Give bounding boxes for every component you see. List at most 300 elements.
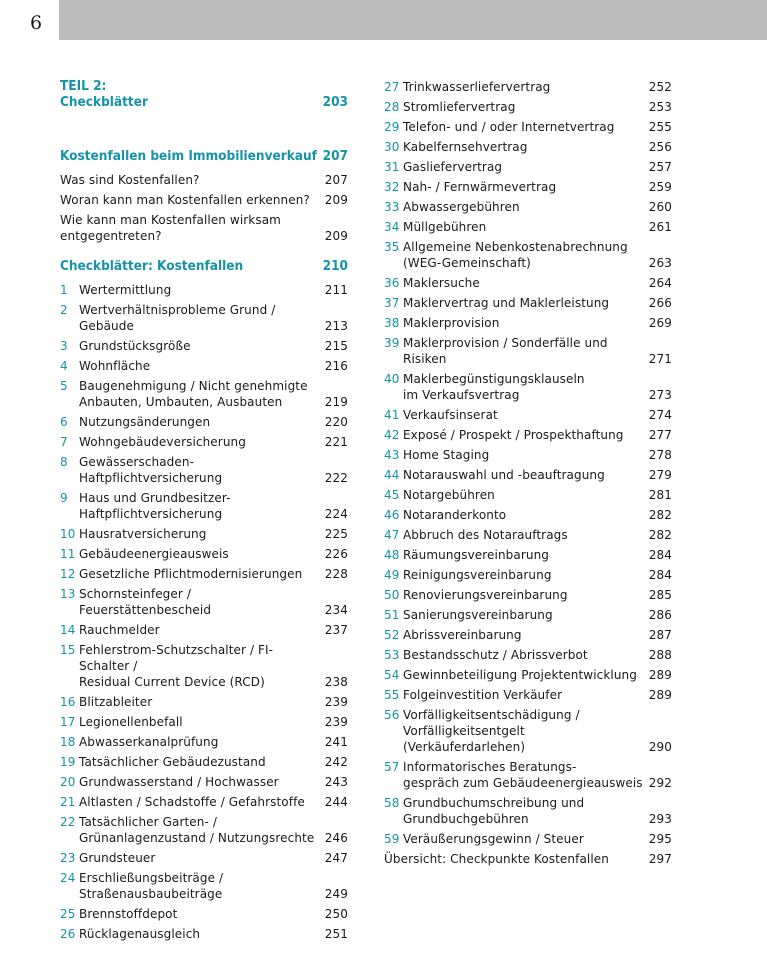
toc-entry[interactable] xyxy=(60,694,348,710)
entry-title-line-2: Haftpflichtversicherung xyxy=(79,507,223,521)
entry-title-line-2: im Verkaufsvertrag xyxy=(403,388,520,402)
entry-title xyxy=(403,315,645,331)
entry-title xyxy=(79,906,321,922)
entry-title-line: Vorfälligkeitsentschädigung / xyxy=(403,708,580,722)
entry-title xyxy=(60,172,200,188)
toc-entry[interactable] xyxy=(60,434,348,450)
entry-title-line: Notarauswahl und -beauftragung xyxy=(403,468,605,482)
entry-page: 215 xyxy=(324,339,348,353)
entry-title-line: Gasliefervertrag xyxy=(403,160,503,174)
toc-entry[interactable] xyxy=(60,282,348,298)
entry-title-line: Abrissvereinbarung xyxy=(403,628,522,642)
entry-title-line: Rauchmelder xyxy=(79,623,160,637)
entry-number: 34 xyxy=(384,220,400,234)
entry-title-line-2: (WEG-Gemeinschaft) xyxy=(403,256,531,270)
entry-number: 49 xyxy=(384,568,400,582)
question-entry[interactable] xyxy=(60,172,348,188)
toc-entry[interactable] xyxy=(384,119,672,135)
entry-number: 3 xyxy=(60,339,68,353)
toc-entry[interactable] xyxy=(384,139,672,155)
entry-title-line: Maklersuche xyxy=(403,276,480,290)
entry-number: 10 xyxy=(60,527,76,541)
entry-number: 24 xyxy=(60,871,76,885)
entry-number: 4 xyxy=(60,359,68,373)
entry-number: 36 xyxy=(384,276,400,290)
entry-title-line: Telefon- und / oder Internetvertrag xyxy=(403,120,615,134)
entry-number: 18 xyxy=(60,735,76,749)
entry-title-line: Baugenehmigung / Nicht genehmigte xyxy=(79,379,308,393)
entry-page: 274 xyxy=(648,408,672,422)
toc-entry[interactable] xyxy=(384,99,672,115)
toc-entry[interactable] xyxy=(384,527,672,543)
overview-entry[interactable] xyxy=(384,851,672,867)
entry-title xyxy=(79,566,321,582)
entry-title-line: Wohngebäudeversicherung xyxy=(79,435,246,449)
entry-title-line: Wie kann man Kostenfallen wirksam xyxy=(60,213,281,227)
entry-title xyxy=(79,642,321,690)
entry-title xyxy=(79,694,321,710)
entry-title-line: Nutzungsänderungen xyxy=(79,415,211,429)
entry-title xyxy=(403,119,645,135)
entry-page: 264 xyxy=(648,276,672,290)
part-heading xyxy=(60,78,348,110)
part-label: TEIL 2: xyxy=(60,78,107,94)
entry-page: 293 xyxy=(648,812,672,826)
toc-entry[interactable] xyxy=(384,239,672,271)
entry-title-line: Exposé / Prospekt / Prospekthaftung xyxy=(403,428,624,442)
entry-title xyxy=(403,79,645,95)
entry-title-line: Maklerprovision / Sonderfälle und Risiken xyxy=(403,336,608,366)
entry-page: 286 xyxy=(648,608,672,622)
entry-title xyxy=(60,212,281,244)
entry-title xyxy=(403,687,645,703)
entry-page: 216 xyxy=(324,359,348,373)
entry-number: 57 xyxy=(384,760,400,774)
entry-title xyxy=(79,338,321,354)
entry-page: 226 xyxy=(324,547,348,561)
toc-entry[interactable] xyxy=(384,427,672,443)
toc-entry[interactable] xyxy=(60,754,348,770)
entry-number: 29 xyxy=(384,120,400,134)
entry-title-line: Gewinnbeteiligung Projektentwicklung xyxy=(403,668,637,682)
part-page: 203 xyxy=(322,94,348,110)
entry-title xyxy=(403,427,645,443)
entry-number: 43 xyxy=(384,448,400,462)
toc-entry[interactable] xyxy=(384,315,672,331)
entry-title-line: Allgemeine Nebenkostenabrechnung xyxy=(403,240,628,254)
entry-number: 44 xyxy=(384,468,400,482)
entry-number: 12 xyxy=(60,567,76,581)
toc-entry[interactable] xyxy=(384,647,672,663)
toc-entry[interactable] xyxy=(384,759,672,791)
toc-entry[interactable] xyxy=(384,179,672,195)
entry-title xyxy=(79,378,321,410)
entry-title xyxy=(403,527,645,543)
entry-title xyxy=(403,547,645,563)
entry-number: 41 xyxy=(384,408,400,422)
entry-page: 225 xyxy=(324,527,348,541)
part-title[interactable]: Checkblätter xyxy=(60,94,148,110)
toc-entry[interactable] xyxy=(384,667,672,683)
entry-title-line: Schornsteinfeger / Feuerstättenbescheid xyxy=(79,587,212,617)
entry-number: 13 xyxy=(60,587,76,601)
entry-page: 263 xyxy=(648,256,672,270)
entry-page: 295 xyxy=(648,832,672,846)
entry-title-line: Nah- / Fernwärmevertrag xyxy=(403,180,557,194)
entry-number: 17 xyxy=(60,715,76,729)
toc-entry[interactable] xyxy=(384,627,672,643)
toc-entry[interactable] xyxy=(60,734,348,750)
entry-number: 48 xyxy=(384,548,400,562)
entry-title-line: Grundwasserstand / Hochwasser xyxy=(79,775,279,789)
entry-title xyxy=(79,546,321,562)
entry-number: 15 xyxy=(60,643,76,657)
entry-title xyxy=(79,754,321,770)
toc-entry[interactable] xyxy=(60,906,348,922)
entry-title xyxy=(60,192,310,208)
entry-page: 282 xyxy=(648,528,672,542)
entry-title xyxy=(403,275,645,291)
entry-page: 219 xyxy=(324,395,348,409)
entry-title-line-2: gespräch zum Gebäudeenergieausweis xyxy=(403,776,643,790)
entry-title xyxy=(403,795,645,827)
section-page: 210 xyxy=(322,258,348,274)
entry-title-line: Gewässerschaden-Haftpflichtversicherung xyxy=(79,455,223,485)
toc-entry[interactable] xyxy=(60,378,348,410)
section-heading-kostenfallen[interactable] xyxy=(60,148,348,164)
toc-entry[interactable] xyxy=(60,302,348,334)
entry-title xyxy=(403,707,645,755)
toc-entry[interactable] xyxy=(384,295,672,311)
entry-number: 23 xyxy=(60,851,76,865)
entry-page: 242 xyxy=(324,755,348,769)
entry-title-line: Maklervertrag und Maklerleistung xyxy=(403,296,610,310)
entry-title xyxy=(79,734,321,750)
toc-entry[interactable] xyxy=(384,687,672,703)
entry-title xyxy=(79,282,321,298)
toc-entry[interactable] xyxy=(60,490,348,522)
entry-page: 256 xyxy=(648,140,672,154)
entry-page: 234 xyxy=(324,603,348,617)
entry-title-line: Tatsächlicher Gebäudezustand xyxy=(79,755,266,769)
entry-number: 27 xyxy=(384,80,400,94)
entry-page: 222 xyxy=(324,471,348,485)
entry-title xyxy=(403,199,645,215)
toc-entry[interactable] xyxy=(384,547,672,563)
entry-number: 39 xyxy=(384,336,400,350)
entry-page: 207 xyxy=(324,173,348,187)
question-list xyxy=(60,172,348,244)
entry-page: 266 xyxy=(648,296,672,310)
entry-title-line: Erschließungsbeiträge / xyxy=(79,871,224,885)
entry-title-line-2: Straßenausbaubeiträge xyxy=(79,887,223,901)
toc-entry[interactable] xyxy=(384,447,672,463)
toc-entry[interactable] xyxy=(384,587,672,603)
toc-entry[interactable] xyxy=(60,814,348,846)
entry-page: 290 xyxy=(648,740,672,754)
entry-number: 16 xyxy=(60,695,76,709)
entry-title-line: Altlasten / Schadstoffe / Gefahrstoffe xyxy=(79,795,305,809)
entry-title-line-2: Grundbuchgebühren xyxy=(403,812,529,826)
entry-number: 46 xyxy=(384,508,400,522)
entry-title xyxy=(403,507,645,523)
toc-entry[interactable] xyxy=(60,794,348,810)
entry-title-line: Abwasserkanalprüfung xyxy=(79,735,219,749)
entry-title xyxy=(79,714,321,730)
entry-title-line: Sanierungsvereinbarung xyxy=(403,608,553,622)
section-title: Kostenfallen beim Immobilienverkauf xyxy=(60,148,317,164)
entry-title-line: Was sind Kostenfallen? xyxy=(60,173,200,187)
entry-page: 239 xyxy=(324,695,348,709)
entry-title xyxy=(79,586,321,618)
entry-number: 31 xyxy=(384,160,400,174)
entry-page: 252 xyxy=(648,80,672,94)
entry-page: 250 xyxy=(324,907,348,921)
toc-entry[interactable] xyxy=(60,338,348,354)
entry-page: 281 xyxy=(648,488,672,502)
entry-title-line: Wohnfläche xyxy=(79,359,151,373)
entry-title-line: Veräußerungsgewinn / Steuer xyxy=(403,832,584,846)
entry-title-line: Wertermittlung xyxy=(79,283,172,297)
entry-number: 20 xyxy=(60,775,76,789)
entry-number: 1 xyxy=(60,283,68,297)
toc-right-column xyxy=(384,79,672,871)
entry-number: 8 xyxy=(60,455,68,469)
toc-entry[interactable] xyxy=(60,642,348,690)
entry-title xyxy=(403,295,645,311)
entry-title-line: Haus und Grundbesitzer- xyxy=(79,491,231,505)
entry-page: 257 xyxy=(648,160,672,174)
entry-title-line: Notaranderkonto xyxy=(403,508,507,522)
toc-entry[interactable] xyxy=(60,358,348,374)
entry-page: 237 xyxy=(324,623,348,637)
entry-page: 243 xyxy=(324,775,348,789)
entry-title xyxy=(403,831,645,847)
toc-entry[interactable] xyxy=(384,707,672,755)
entry-title-line: Kabelfernsehvertrag xyxy=(403,140,528,154)
entry-number: 40 xyxy=(384,372,400,386)
entry-title xyxy=(79,454,321,486)
entry-page: 271 xyxy=(648,352,672,366)
entry-page: 278 xyxy=(648,448,672,462)
entry-title xyxy=(79,774,321,790)
entry-title xyxy=(403,219,645,235)
entry-page: 261 xyxy=(648,220,672,234)
toc-entry[interactable] xyxy=(384,79,672,95)
entry-number: 30 xyxy=(384,140,400,154)
question-entry[interactable] xyxy=(60,192,348,208)
entry-title-line: Gesetzliche Pflichtmodernisierungen xyxy=(79,567,303,581)
entry-page: 209 xyxy=(324,193,348,207)
toc-entry[interactable] xyxy=(384,831,672,847)
entry-title xyxy=(403,335,645,367)
toc-entry[interactable] xyxy=(384,467,672,483)
entry-number: 42 xyxy=(384,428,400,442)
toc-entry[interactable] xyxy=(384,371,672,403)
entry-title-line: Stromliefervertrag xyxy=(403,100,516,114)
entry-title-line: Abwassergebühren xyxy=(403,200,520,214)
toc-entry[interactable] xyxy=(384,487,672,503)
entry-title-line: Maklerprovision xyxy=(403,316,500,330)
entry-page: 246 xyxy=(324,831,348,845)
entry-title xyxy=(403,647,645,663)
entry-number: 2 xyxy=(60,303,68,317)
entry-number: 38 xyxy=(384,316,400,330)
page-number: 6 xyxy=(30,12,43,34)
entry-title xyxy=(79,358,321,374)
entry-title-line: Informatorisches Beratungs- xyxy=(403,760,577,774)
entry-page: 211 xyxy=(324,283,348,297)
entry-page: 249 xyxy=(324,887,348,901)
entry-page: 284 xyxy=(648,548,672,562)
toc-entry[interactable] xyxy=(384,219,672,235)
entry-title xyxy=(79,302,321,334)
entry-page: 292 xyxy=(648,776,672,790)
entry-title-line: Grundbuchumschreibung und xyxy=(403,796,585,810)
entry-title xyxy=(403,239,645,271)
entry-page: 279 xyxy=(648,468,672,482)
entry-title xyxy=(79,926,321,942)
entry-title xyxy=(403,99,645,115)
toc-entry[interactable] xyxy=(384,607,672,623)
entry-title-line: Renovierungsvereinbarung xyxy=(403,588,568,602)
toc-entry[interactable] xyxy=(60,586,348,618)
entry-title-line: Hausratversicherung xyxy=(79,527,207,541)
entry-title-line: Müllgebühren xyxy=(403,220,487,234)
entry-title-line: Trinkwasserliefervertrag xyxy=(403,80,551,94)
toc-entry[interactable] xyxy=(384,507,672,523)
entry-page: 259 xyxy=(648,180,672,194)
entry-number: 5 xyxy=(60,379,68,393)
toc-entry[interactable] xyxy=(60,454,348,486)
toc-entry[interactable] xyxy=(384,335,672,367)
entry-title xyxy=(403,487,645,503)
toc-entry[interactable] xyxy=(60,714,348,730)
header-bar xyxy=(59,0,767,40)
entry-title xyxy=(79,526,321,542)
entry-title-line: Gebäudeenergieausweis xyxy=(79,547,229,561)
entry-page: 239 xyxy=(324,715,348,729)
entry-number: 45 xyxy=(384,488,400,502)
entry-page: 282 xyxy=(648,508,672,522)
overview-title: Übersicht: Checkpunkte Kostenfallen xyxy=(384,852,609,866)
entry-title-line: Blitzableiter xyxy=(79,695,153,709)
toc-entry[interactable] xyxy=(60,566,348,582)
entry-title-line: Home Staging xyxy=(403,448,490,462)
toc-entry[interactable] xyxy=(60,414,348,430)
toc-entry[interactable] xyxy=(384,159,672,175)
entry-number: 28 xyxy=(384,100,400,114)
entry-title-line-2: entgegentreten? xyxy=(60,229,162,243)
entry-number: 56 xyxy=(384,708,400,722)
entry-number: 52 xyxy=(384,628,400,642)
entry-title-line-2: Residual Current Device (RCD) xyxy=(79,675,265,689)
entry-page: 269 xyxy=(648,316,672,330)
entry-page: 288 xyxy=(648,648,672,662)
entry-number: 6 xyxy=(60,415,68,429)
entry-title-line: Reinigungsvereinbarung xyxy=(403,568,552,582)
section-heading-checkblaetter[interactable] xyxy=(60,258,348,274)
entry-title-line: Tatsächlicher Garten- / xyxy=(79,815,217,829)
entry-page: 289 xyxy=(648,668,672,682)
entry-page: 224 xyxy=(324,507,348,521)
question-entry[interactable] xyxy=(60,212,348,244)
entry-title-line: Räumungsvereinbarung xyxy=(403,548,550,562)
entry-title-line: Bestandsschutz / Abrissverbot xyxy=(403,648,588,662)
entry-number: 51 xyxy=(384,608,400,622)
toc-entry[interactable] xyxy=(60,774,348,790)
toc-entry[interactable] xyxy=(60,526,348,542)
entry-number: 21 xyxy=(60,795,76,809)
entry-title-line: Notargebühren xyxy=(403,488,495,502)
toc-entry[interactable] xyxy=(60,546,348,562)
entry-number: 50 xyxy=(384,588,400,602)
entry-title xyxy=(403,667,645,683)
entry-page: 244 xyxy=(324,795,348,809)
entry-title xyxy=(79,622,321,638)
entry-page: 228 xyxy=(324,567,348,581)
entry-number: 47 xyxy=(384,528,400,542)
entry-title-line-2: Vorfälligkeitsentgelt (Verkäuferdarlehen) xyxy=(403,724,526,754)
entry-title xyxy=(403,159,645,175)
entry-page: 284 xyxy=(648,568,672,582)
entry-number: 25 xyxy=(60,907,76,921)
toc-entry[interactable] xyxy=(384,567,672,583)
checklist-list-right xyxy=(384,79,672,847)
entry-title-line: Wertverhältnisprobleme Grund / Gebäude xyxy=(79,303,276,333)
entry-title xyxy=(403,139,645,155)
checklist-list-left xyxy=(60,282,348,942)
section-page: 207 xyxy=(322,148,348,164)
entry-title xyxy=(403,179,645,195)
toc-entry[interactable] xyxy=(384,795,672,827)
toc-entry[interactable] xyxy=(384,407,672,423)
entry-title xyxy=(403,447,645,463)
entry-title-line: Brennstoffdepot xyxy=(79,907,178,921)
entry-number: 32 xyxy=(384,180,400,194)
entry-page: 255 xyxy=(648,120,672,134)
toc-entry[interactable] xyxy=(60,850,348,866)
entry-title-line: Abbruch des Notarauftrags xyxy=(403,528,568,542)
entry-page: 213 xyxy=(324,319,348,333)
entry-title-line: Grundsteuer xyxy=(79,851,156,865)
entry-number: 58 xyxy=(384,796,400,810)
entry-number: 59 xyxy=(384,832,400,846)
entry-page: 277 xyxy=(648,428,672,442)
entry-number: 7 xyxy=(60,435,68,449)
entry-title-line-2: Grünanlagenzustand / Nutzungsrechte xyxy=(79,831,315,845)
entry-title xyxy=(79,850,321,866)
entry-title xyxy=(79,794,321,810)
entry-title-line: Maklerbegünstigungsklauseln xyxy=(403,372,585,386)
entry-title-line-2: Anbauten, Umbauten, Ausbauten xyxy=(79,395,283,409)
entry-title xyxy=(403,407,645,423)
entry-title xyxy=(403,467,645,483)
toc-entry[interactable] xyxy=(384,199,672,215)
entry-page: 253 xyxy=(648,100,672,114)
entry-page: 209 xyxy=(324,229,348,243)
entry-title xyxy=(79,414,321,430)
toc-entry[interactable] xyxy=(60,622,348,638)
entry-number: 55 xyxy=(384,688,400,702)
toc-entry[interactable] xyxy=(60,870,348,902)
entry-title xyxy=(403,371,645,403)
toc-entry[interactable] xyxy=(384,275,672,291)
entry-page: 287 xyxy=(648,628,672,642)
toc-entry[interactable] xyxy=(60,926,348,942)
entry-title xyxy=(79,490,321,522)
entry-number: 37 xyxy=(384,296,400,310)
